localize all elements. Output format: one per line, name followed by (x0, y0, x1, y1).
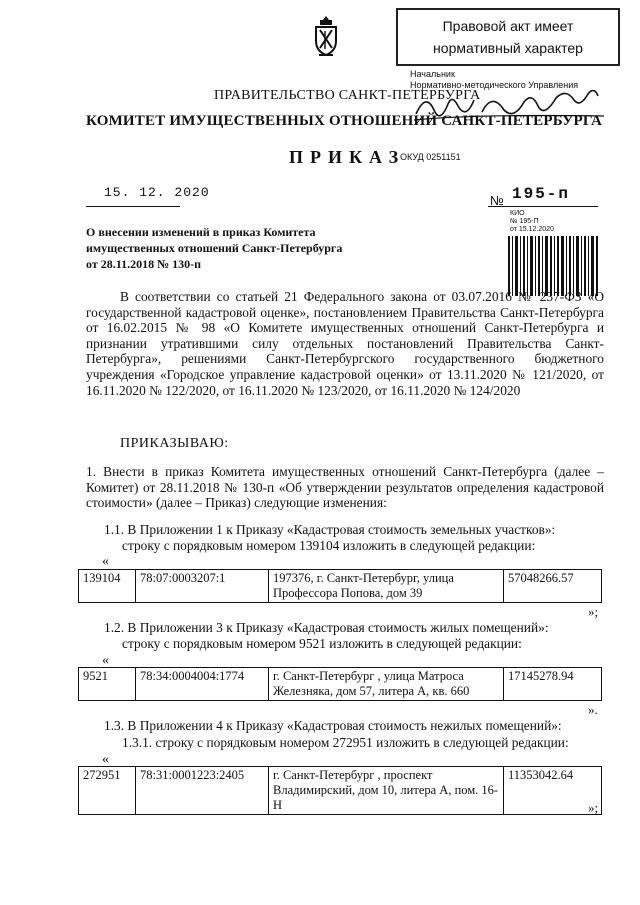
address-line-2: Железняка, дом 57, литера А, кв. 660 (273, 684, 470, 698)
close-quote-3: »; (588, 800, 599, 815)
row-number: 9521 (79, 668, 136, 701)
address-line-2: Владимирский, дом 10, литера А, пом. 16-Н (273, 783, 499, 812)
item-1-2-line-a: 1.2. В Приложении 3 к Приказу «Кадастровая стоимость жилых помещений»: (104, 620, 549, 635)
address (269, 767, 504, 815)
normative-act-stamp (396, 8, 620, 66)
committee-title: КОМИТЕТ ИМУЩЕСТВЕННЫХ ОТНОШЕНИЙ САНКТ-ПЕТЕРБУРГА (86, 113, 603, 129)
okud-code: ОКУД 0251151 (400, 152, 461, 162)
close-quote-2: ». (588, 702, 598, 717)
government-title: ПРАВИТЕЛЬСТВО САНКТ-ПЕТЕРБУРГА (214, 88, 481, 103)
kio-number: № 195-П (510, 218, 539, 225)
table-row (79, 767, 602, 815)
subject-line-2: имущественных отношений Санкт-Петербурга (86, 241, 343, 255)
registration-stamp (510, 210, 554, 234)
cadastral-number: 78:07:0003207:1 (136, 570, 269, 603)
item-1-1-line-b: строку с порядковым номером 139104 изложить в следующей редакции: (122, 538, 536, 553)
stamp-line-1: Правовой акт имеет (442, 18, 574, 34)
row-number: 272951 (79, 767, 136, 815)
open-quote-1: « (102, 554, 109, 569)
coat-of-arms-emblem (311, 14, 341, 60)
table-row (79, 570, 602, 603)
document-type: ПРИКАЗ (289, 147, 406, 167)
cadastral-value: 57048266.57 (504, 570, 602, 603)
open-quote-2: « (102, 653, 109, 668)
subject-line-1: О внесении изменений в приказ Комитета (86, 225, 316, 239)
kio-date: от 15.12.2020 (510, 226, 554, 233)
record-table-3 (78, 766, 602, 815)
order-word: ПРИКАЗЫВАЮ: (120, 436, 229, 451)
subject-line-3: от 28.11.2018 № 130-п (86, 257, 202, 271)
order-subject (86, 224, 376, 272)
address-line-1: 197376, г. Санкт-Петербург, улица (273, 571, 454, 585)
cadastral-value: 11353042.64 (504, 767, 602, 815)
address-line-1: г. Санкт-Петербург , проспект (273, 768, 433, 782)
address (269, 570, 504, 603)
address (269, 668, 504, 701)
item-1-1-line-a: 1.1. В Приложении 1 к Приказу «Кадастровая стоимость земельных участков»: (104, 522, 556, 537)
stamp-signer-title-1: Начальник (410, 69, 455, 79)
record-table-1 (78, 569, 602, 603)
table-row (79, 668, 602, 701)
record-table-2 (78, 667, 602, 701)
number-underline (488, 206, 598, 207)
kio-label: КИО (510, 210, 525, 217)
stamp-line-2: нормативный характер (433, 40, 583, 56)
item-1-2-line-b: строку с порядковым номером 9521 изложить в следующей редакции: (122, 636, 522, 651)
close-quote-1: »; (588, 604, 599, 619)
barcode (508, 236, 598, 296)
number-label: № (490, 193, 504, 208)
date-underline (86, 206, 180, 207)
stamp-signer-title-2: Нормативно-методического Управления (410, 80, 579, 90)
item-1-3-line: 1.3. В Приложении 4 к Приказу «Кадастровая стоимость нежилых помещений»: (104, 718, 562, 733)
cadastral-number: 78:31:0001223:2405 (136, 767, 269, 815)
item-1-3-1-line: 1.3.1. строку с порядковым номером 272951 изложить в следующей редакции: (122, 735, 569, 750)
open-quote-3: « (102, 752, 109, 767)
cadastral-value: 17145278.94 (504, 668, 602, 701)
order-date: 15. 12. 2020 (104, 185, 210, 200)
row-number: 139104 (79, 570, 136, 603)
order-number: 195-п (512, 185, 571, 203)
cadastral-number: 78:34:0004004:1774 (136, 668, 269, 701)
address-line-2: Профессора Попова, дом 39 (273, 586, 423, 600)
preamble-paragraph: В соответствии со статьей 21 Федерального закона от 03.07.2016 № 237-ФЗ «О государственной кадастровой оценке», постановлением Правительства Санкт-Петербурга от 16.02.2015 № 98 «О Комитете имущественных отношений Санкт-Петербурга и признании утратившими силу отдельных постановлений Правительства Санкт-Петербурга», решениями Санкт-Петербургского государственного бюджетного учреждения «Городское управление кадастровой оценки» от 13.11.2020 № 121/2020, от 16.11.2020 № 122/2020, от 16.11.2020 № 123/2020, от 16.11.2020 № 124/2020 (86, 289, 604, 398)
item-1-paragraph: 1. Внести в приказ Комитета имущественных отношений Санкт-Петербурга (далее – Комитет) от 28.11.2018 № 130-п «Об утверждении результатов определения кадастровой стоимости» (далее – Приказ) следующие изменения: (86, 464, 604, 511)
address-line-1: г. Санкт-Петербург , улица Матроса (273, 669, 464, 683)
